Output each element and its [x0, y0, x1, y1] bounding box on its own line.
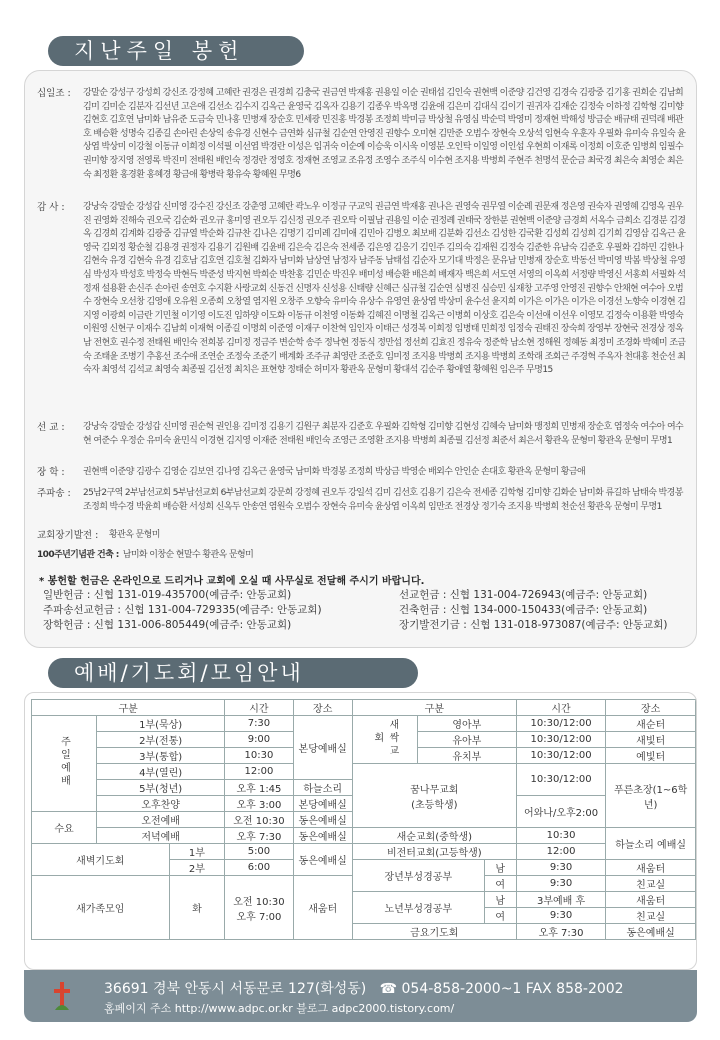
header-category-right: 구분 [352, 700, 516, 716]
sunday-time-5: 오후 1:45 [225, 780, 293, 796]
family-time-2: 오후 7:00 [236, 911, 282, 923]
longterm-label: 교회장기발전 : [37, 530, 99, 541]
youth-place: 하늘소리 예배실 [606, 828, 696, 860]
elder-time-1: 9:30 [516, 860, 605, 876]
friday-name: 금요기도회 [352, 924, 516, 940]
footer-address: 36691 경북 안동시 서동문로 127(화성동) [104, 981, 367, 997]
kkum-name: 꿈나무교회 [410, 784, 459, 796]
elder-label: 장년부성경공부 [352, 860, 484, 892]
senior-place-1: 새움터 [606, 892, 696, 908]
wed-time-1: 오전 10:30 [225, 812, 293, 828]
scholarship-names: 권현백 이준양 김광수 김영순 김보연 김나영 김옥근 윤영국 남미화 박경봉 조정희 박상금 박영순 배외수 안인순 손대호 황관옥 문형미 황금애 [83, 467, 586, 477]
elder-place-1: 새움터 [606, 860, 696, 876]
sunday-time-2: 9:00 [225, 732, 293, 748]
thanks-label: 감 사 : [37, 202, 65, 213]
scholarship-label: 장 학 : [37, 467, 65, 478]
sunday-service-1: 1부(묵상) [97, 716, 225, 732]
kkum-time-2: 어와나/오후2:00 [516, 796, 605, 828]
schedule-table [31, 699, 696, 940]
dawn-part-1: 1부 [169, 844, 225, 860]
wed-place-2: 동은예배실 [293, 828, 352, 844]
section-title-schedule: 예배/기도회/모임안내 [48, 658, 418, 688]
dispatch-label: 주파송 : [37, 488, 71, 499]
school-time-2: 10:30/12:00 [516, 732, 605, 748]
dawn-place: 동은예배실 [293, 844, 352, 876]
thanks-names: 강낭숙 강말순 강성갑 신미영 강수진 강신조 강춘영 고혜란 곽노우 이정규 구교익 권금연 박재홍 권나은 권영숙 권무열 이순례 권문재 정은영 권숙자 권영혜 김영옥 권우진 권영화 진해숙 권오국 김순화 권오규 홍미영 권오두 김신정 권오주 권오탁 이필남 권용일 이순 권정례 권태국 장한분 권현백 이준양 금경희 서옥수 금희소 김경분 김경옥 김경희 김계화 김광중 김규열 박순화 김규찬 김나은 김명기 김미례 김미애 김민아 김병오 최보배 김분화 김선소 김성한 김국환 김성희 김성희 김기희 김영삼 김옥근 윤영국 김외정 황순철 김용경 권정자 김용기 김원배 김윤배 김은숙 김은숙 전세종 김은영 김응기 김인주 김의숙 김재원 김정숙 김준한 유남숙 김준호 우필화 김하민 김한나 김현숙 유경 김현숙 유경 김호남 김호연 김호철 김화자 남미화 남상연 남정자 남주동 남태섭 김순자 모기대 박정은 문유남 민병재 장순호 박동선 박미영 박봄 박상철 유영심 박성자 박성호 박정숙 박현득 박준성 박지현 박희순 박찬홍 김민순 박진우 배미성 배승환 배은희 배재자 백은희 서도연 서영의 이옥희 서정량 박영신 서홍희 서필화 석정재 설용환 손신주 손아린 송연호 수지환 사랑교회 신동건 신명자 신성용 신태량 신혜근 심규철 김순연 심병진 심승민 심재창 고주영 안영진 권향수 안채현 여수아 오범수 장현숙 오선창 김영애 오유원 오종희 오창열 염지원 오창주 오향숙 유미숙 유상수 유영연 윤상엽 박상미 윤수선 윤지희 이가은 이가은 이가은 이경선 노향숙 이경현 김지영 이광희 이금란 기민철 이기영 이도진 임하양 이도화 이동규 이천영 이동화 김혜진 이명철 김옥근 이병희 이상호 김은숙 이선애 이선우 이영모 김정숙 이용환 박영숙 이원영 신현구 이재수 김남희 이재혁 이종길 이명희 이준영 이재구 이찬혁 임인자 이태근 성경복 이희정 임병태 민희정 임정숙 권태진 장숙희 장영부 장현국 전경상 정옥남 전현호 권수정 전태원 배인숙 전희봉 김미정 정금주 변순학 송주 정낙현 정동식 정만섭 정선희 김효진 정유숙 정준학 남소현 정해원 정혜동 최정미 조경화 박혜미 조금숙 조태윤 조병기 추홍선 조수애 조연순 조정숙 조준기 배계화 조주규 최영란 조준호 임미정 조지용 박병희 조지용 박병희 조학래 조회근 주경혁 주옥자 천대홍 천순선 최숙자 최영석 김석교 최영숙 최종필 김선정 최치은 표현향 정태순 허미자 황관옥 문형미 황대석 김순주 황애열 황혜원 임은주 무명15 [83, 202, 686, 376]
sunday-service-5: 5부(청년) [97, 780, 225, 796]
sunday-place-6: 본당예배실 [293, 796, 352, 812]
header-time-right: 시간 [516, 700, 605, 716]
bank-mission: 선교헌금 : 신협 131-004-726943(예금주: 안동교회) [399, 589, 648, 601]
sunday-label: 주일예배 [58, 736, 70, 788]
longterm-names: 황관옥 문형미 [109, 530, 160, 540]
high-name: 비전터교회(고등학생) [352, 844, 516, 860]
wed-service-1: 오전예배 [97, 812, 225, 828]
kkum-cell [352, 764, 516, 828]
kkum-time-1: 10:30/12:00 [516, 764, 605, 796]
tithe-label: 십일조 : [37, 88, 71, 99]
centennial-label: 100주년기념관 건축 : [37, 550, 119, 560]
longterm-row [37, 529, 686, 543]
senior-g-2: 여 [484, 908, 516, 924]
sunday-place-5: 하늘소리 [293, 780, 352, 796]
dawn-time-1: 5:00 [225, 844, 293, 860]
senior-label: 노년부성경공부 [352, 892, 484, 924]
sunday-service-4: 4부(열린) [97, 764, 225, 780]
sunday-service-2: 2부(전통) [97, 732, 225, 748]
footer-phone: ☎ 054-858-2000~1 FAX 858-2002 [379, 981, 624, 997]
wed-place-1: 동은예배실 [293, 812, 352, 828]
header-place-left: 장소 [293, 700, 352, 716]
bank-note: * 봉헌할 헌금은 온라인으로 드리거나 교회에 오실 때 사무실로 전달해 주시기 바랍니다. [39, 576, 425, 587]
sunday-main-place: 본당예배실 [293, 716, 352, 780]
bank-dispatch: 주파송선교헌금 : 신협 131-004-729335(예금주: 안동교회) [43, 604, 322, 616]
school-place-3: 예빛터 [606, 748, 696, 764]
centennial-row [37, 549, 686, 563]
elder-time-2: 9:30 [516, 876, 605, 892]
elder-g-1: 남 [484, 860, 516, 876]
sunday-time-3: 10:30 [225, 748, 293, 764]
dawn-label: 새벽기도회 [32, 844, 170, 876]
sunday-time-1: 7:30 [225, 716, 293, 732]
tithe-names: 강말순 강성구 강성희 강신조 강정혜 고혜란 권경은 권경희 김충국 권금연 박재홍 권용일 이순 권태섭 김인숙 권현백 이준양 김건영 김경숙 김광중 김기홍 권희순 김남희 김미 김미순 김분자 김선년 고은애 김선소 김수지 김옥근 윤영국 김옥자 김용기 김종우 박옥명 김윤애 김은미 김대식 김이기 권귀자 김재순 김정숙 이하정 김학형 김미향 김현호 김호연 남미화 남유준 도금숙 민나홍 민병재 장순호 민세광 민진홍 박경봉 조정희 박미금 박상철 유영심 박순덕 박영미 정재현 박해성 방금순 배규태 권덕래 배관호 배승환 성명숙 김종길 손아린 손상익 송유경 신현수 금연화 심규철 김순연 안영진 권향수 오미현 김만준 오범수 장현숙 오상석 임현숙 우훈자 우필화 유미숙 유일숙 윤상엽 박상미 이강철 이동규 이희정 이석필 이선엽 박경란 이성은 임귀숙 이순예 이승욱 이시욱 이영분 오인탁 이일영 이인섭 우현희 이재록 이정희 이호준 임병희 임필수 권미향 장지영 전영록 박진미 전태원 배인숙 정경란 정영호 정재현 조영교 조유정 조영수 조주식 이수현 조지용 박병희 주현주 천명석 문순금 최국경 최은숙 최영순 최은숙 최정환 홍경환 홍혜경 황금애 황병락 황유숙 황혜원 무명6 [83, 88, 686, 180]
family-day: 화 [169, 876, 225, 940]
footer-web[interactable]: 홈페이지 주소 http://www.adpc.or.kr 블로그 adpc2000.tistory.com/ [104, 1002, 455, 1015]
scholarship-row [37, 466, 686, 480]
tithe-row [37, 87, 686, 199]
sunday-time-4: 12:00 [225, 764, 293, 780]
family-time [225, 876, 293, 940]
middle-time: 10:30 [516, 828, 605, 844]
header-time-left: 시간 [225, 700, 293, 716]
mission-label: 선 교 : [37, 422, 65, 433]
school-place-1: 새순터 [606, 716, 696, 732]
offering-panel [24, 70, 697, 648]
family-time-1: 오전 10:30 [233, 896, 285, 908]
school-name-3: 유치부 [417, 748, 516, 764]
elder-g-2: 여 [484, 876, 516, 892]
kkum-sub: (초등학생) [411, 799, 458, 811]
school-label: 새싹교회 [371, 718, 398, 758]
mission-names: 강낭숙 강말순 강성갑 신미영 권순혁 권인용 김미정 김용기 김원구 최분자 김준호 우필화 김학형 김미향 김현성 김혜숙 남미화 맹정희 민병재 장순호 염정숙 여수아 여수현 여준수 우정순 유미숙 윤민식 이경현 김지영 이재준 전태원 배인숙 조영근 조영환 조지용 박병희 최종필 김선정 최준서 최은서 황관옥 문형미 황관옥 문형미 무명1 [83, 422, 684, 446]
elder-place-2: 친교실 [606, 876, 696, 892]
church-cross-icon [52, 980, 72, 1012]
family-place: 새움터 [293, 876, 352, 940]
family-label: 새가족모임 [32, 876, 170, 940]
wed-service-2: 저녁예배 [97, 828, 225, 844]
footer [24, 970, 697, 1022]
bank-building: 건축헌금 : 신협 134-000-150433(예금주: 안동교회) [399, 604, 648, 616]
senior-g-1: 남 [484, 892, 516, 908]
middle-name: 새순교회(중학생) [352, 828, 516, 844]
school-time-1: 10:30/12:00 [516, 716, 605, 732]
dawn-time-2: 6:00 [225, 860, 293, 876]
school-name-1: 영아부 [417, 716, 516, 732]
wednesday-label: 수요 [32, 812, 97, 844]
footer-contact [104, 978, 624, 998]
senior-place-2: 친교실 [606, 908, 696, 924]
wed-time-2: 오후 7:30 [225, 828, 293, 844]
dispatch-row [37, 487, 686, 531]
friday-time: 오후 7:30 [516, 924, 605, 940]
school-place-2: 새빛터 [606, 732, 696, 748]
school-time-3: 10:30/12:00 [516, 748, 605, 764]
schedule-panel [24, 692, 697, 970]
header-category-left: 구분 [32, 700, 225, 716]
sunday-service-6: 오후찬양 [97, 796, 225, 812]
header-place-right: 장소 [606, 700, 696, 716]
senior-time-2: 9:30 [516, 908, 605, 924]
school-name-2: 유아부 [417, 732, 516, 748]
bank-scholarship: 장학헌금 : 신협 131-006-805449(예금주: 안동교회) [43, 619, 292, 631]
senior-time-1: 3부예배 후 [516, 892, 605, 908]
kkum-place: 푸른초장(1~6학년) [606, 764, 696, 828]
dispatch-names: 25남2구역 2부남선교회 5부남선교회 6부남선교회 강문희 강정혜 권오두 강일석 김미 김선호 김용기 김은숙 전세종 김학형 김미향 김화순 남미화 류길하 남태숙 박경봉 조정희 박수경 박윤희 배승환 서성희 신옥두 안송연 염원숙 오범수 장현숙 유미숙 윤상엽 이옥희 임만조 전경상 정기숙 조지용 박병희 천순선 황관옥 문형미 무명1 [83, 488, 683, 512]
high-time: 12:00 [516, 844, 605, 860]
dawn-part-2: 2부 [169, 860, 225, 876]
bank-general: 일반헌금 : 신협 131-019-435700(예금주: 안동교회) [43, 589, 292, 601]
section-title-offerings: 지난주일 봉헌 [48, 36, 304, 66]
sunday-time-6: 오후 3:00 [225, 796, 293, 812]
centennial-names: 남미화 이창순 현말수 황관옥 문형미 [122, 550, 254, 560]
friday-place: 동은예배실 [606, 924, 696, 940]
bank-longterm: 장기발전기금 : 신협 131-018-973087(예금주: 안동교회) [399, 619, 668, 631]
sunday-service-3: 3부(통합) [97, 748, 225, 764]
